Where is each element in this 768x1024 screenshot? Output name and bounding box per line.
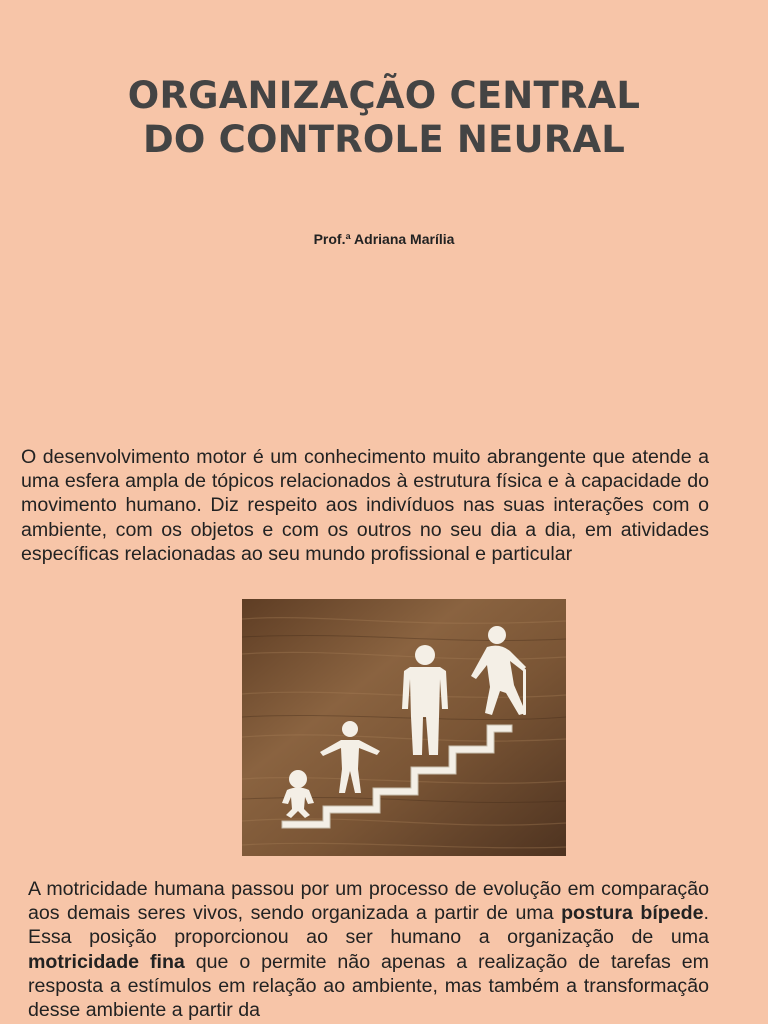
intro-paragraph: O desenvolvimento motor é um conhecimento muito abrangente que atende a uma esfera ampla de tópicos relacionados à estrutura física e à capacidade do movimento humano. Diz respeito aos indivíduos nas suas interações com o ambiente, com os objetos e com os outros no seu dia a dia, em atividades específicas relacionadas ao seu mundo profissional e particular (21, 446, 709, 565)
title-line-1: ORGANIZAÇÃO CENTRAL (127, 74, 641, 117)
author-name: Prof.ª Adriana Marília (313, 231, 455, 247)
title-line-2: DO CONTROLE NEURAL (142, 118, 626, 161)
paragraph2-part3: que o permite não apenas a realização de tarefas em resposta a estímulos em relação ao ambiente, mas também a transformação desse ambiente a partir da (28, 950, 709, 1022)
page-title (0, 74, 768, 162)
motricity-paragraph (28, 877, 709, 1022)
life-stages-staircase-image (242, 599, 566, 856)
life-stages-staircase-icon (242, 599, 566, 856)
bold-postura-bipede: postura bípede (561, 902, 704, 925)
bold-motricidade-fina: motricidade fina (28, 950, 185, 973)
paragraph2-part2: . Essa posição proporcionou ao ser humano a organização de uma (28, 902, 709, 949)
paragraph2-part1: A motricidade humana passou por um processo de evolução em comparação aos demais seres vivos, sendo organizada a partir de uma (28, 878, 709, 925)
